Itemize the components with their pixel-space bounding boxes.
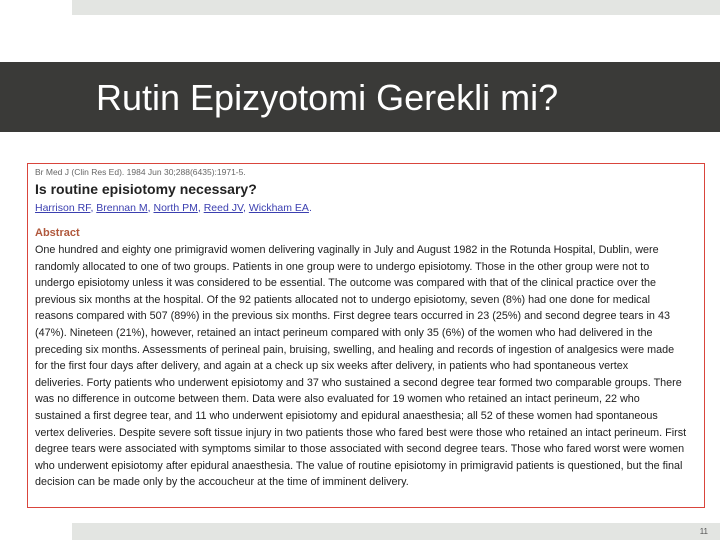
abstract-line: for the first four days after delivery, and again at a check up six weeks after delivery, in patients who had spontaneous vertex [35,360,629,373]
author-separator: , [90,202,97,214]
abstract-body [35,242,699,491]
abstract-line: One hundred and eighty one primigravid women delivering vaginally in July and August 1982 in the Rotunda Hospital, Dublin, were [35,244,659,256]
slide-title: Rutin Epizyotomi Gerekli mi? [96,77,559,118]
author-list [35,202,699,215]
page-number: 11 [699,527,708,536]
abstract-line: randomly allocated to one of two groups. Patients in one group were to undergo episiotomy. Those in the other group were not to [35,260,650,273]
abstract-line: decision can be made only by the accoucheur at the time of imminent delivery. [35,476,409,489]
article-title: Is routine episiotomy necessary? [35,181,257,197]
abstract-line: was no difference in outcome between them. Data were also evaluated for 19 women who retained an intact perineum, 22 who [35,393,640,406]
author-link[interactable]: Harrison RF [35,202,91,214]
abstract-content [35,167,699,491]
abstract-heading: Abstract [35,227,80,239]
abstract-line: who underwent episiotomy after epidural anaesthesia. The value of routine episiotomy in primigravid patients is questioned, but the final [35,459,683,472]
abstract-line: vertex deliveries. Despite severe soft tissue injury in two patients those who fared best were those who retained an intact perineum. First [35,426,687,439]
abstract-line: reasons compared with 507 (89%) in the previous six months. First degree tears occurred in 23 (25%) and second degree tears in 43 [35,310,670,323]
article-citation: Br Med J (Clin Res Ed). 1984 Jun 30;288(6435):1971-5. [35,167,246,177]
author-link[interactable]: Wickham EA [248,202,309,214]
author-link[interactable]: Brennan M [96,202,148,214]
abstract-screenshot-box [27,163,705,508]
abstract-line: degree tears were associated with symptoms similar to those associated with second degree tears. Those who fared worst were women [35,443,685,456]
author-link[interactable]: Reed JV [203,202,243,214]
author-separator: , [243,202,249,214]
abstract-line: deliveries. Forty patients who underwent episiotomy and 37 who sustained a second degree tear formed two comparable groups. There [35,376,682,389]
abstract-line: previous six months at the hospital. Of the 92 patients allocated not to undergo episiotomy, seven (8%) had one done for medical [35,293,650,306]
abstract-line: sustained a first degree tear, and 11 who underwent episiotomy and epidural anaesthesia; all 52 of these women had spontaneous [35,409,658,422]
author-separator: , [147,202,154,214]
abstract-line: preceding six months. Assessments of perineal pain, bruising, swelling, and healing and records of ingestion of analgesics were made [35,343,675,356]
author-separator: , [197,202,204,214]
top-decorative-bar [72,0,720,15]
bottom-decorative-bar [72,523,720,540]
author-terminator: . [308,202,312,214]
abstract-line: (47%). Nineteen (21%), however, retained an intact perineum compared with only 35 (6%) of the women who had delivered in the [35,326,653,339]
abstract-line: undergo episiotomy unless it was considered to be essential. The outcome was compared with that of the clinical practice over the [35,277,656,290]
author-link[interactable]: North PM [153,202,198,214]
